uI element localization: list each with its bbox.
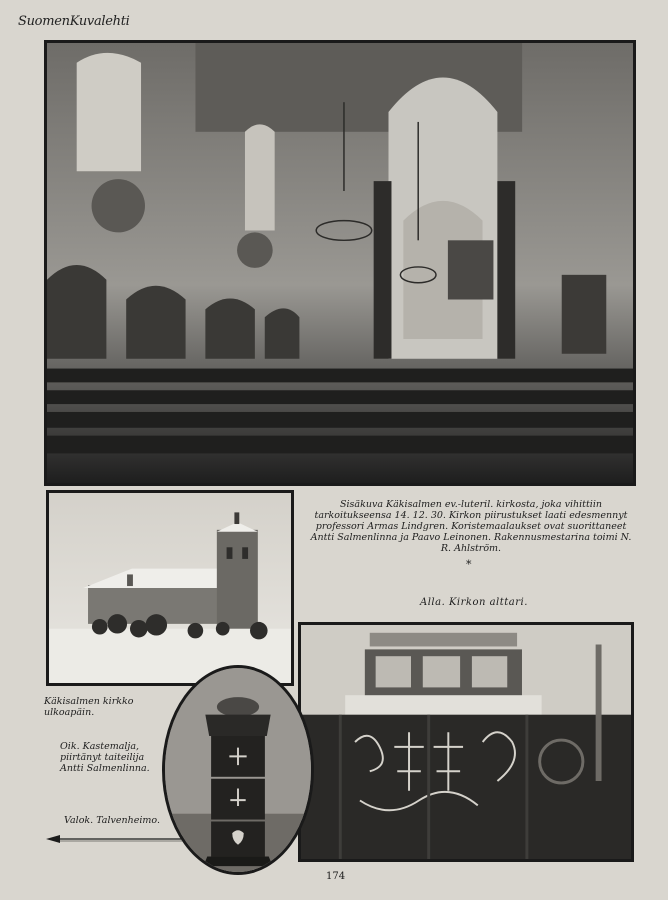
font-photo-caption: Oik. Kastemalja, piirtänyt taiteilija Antti Salmenlinna. [60,741,150,774]
page-number: 174 [326,871,346,882]
altar-photo-caption: Alla. Kirkon alttari. [420,597,528,608]
star-ornament: * [466,558,472,571]
church-exterior-photo [46,490,294,686]
main-photo-caption: Sisäkuva Käkisalmen ev.-luteril. kirkosta, joka vihittiin tarkoitukseensa 14. 12. 30. Kirkon piirustukset laati edesmennyt professori Armas Lindgren. Koristemaalaukset ovat suorittaneet Antti Salmenlinna ja Paavo Leinonen. Rakennusmestarina toimi N. R. Ahlström. [310,499,632,554]
masthead-title: SuomenKuvalehti [18,14,130,29]
altar-photo [298,622,634,862]
pointer-arrow-icon [46,834,186,844]
exterior-photo-caption: Käkisalmen kirkko ulkoapäin. [44,696,134,718]
church-interior-photo [44,40,636,486]
photo-credit: Valok. Talvenheimo. [64,815,160,826]
baptismal-font-photo [162,665,314,875]
